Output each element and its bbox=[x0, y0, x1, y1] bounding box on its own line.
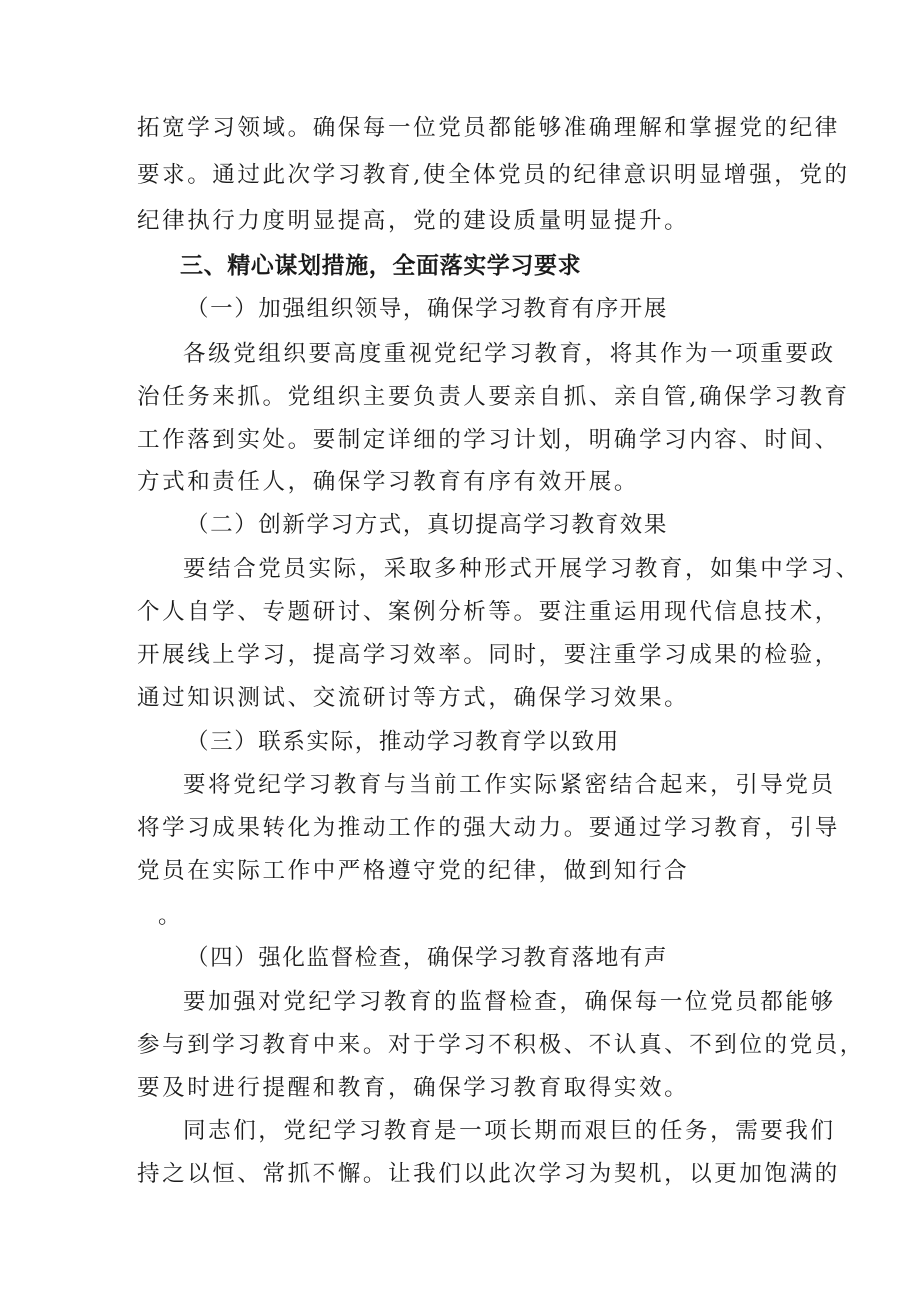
body-line: 方式和责任人，确保学习教育有序有效开展。 bbox=[137, 469, 640, 495]
body-line: 参与到学习教育中来。对于学习不积极、不认真、不到位的党员， bbox=[137, 1032, 865, 1058]
body-line: 同志们，党纪学习教育是一项长期而艰巨的任务，需要我们 bbox=[183, 1118, 836, 1144]
body-line: 将学习成果转化为推动工作的强大动力。要通过学习教育，引导 bbox=[137, 815, 840, 841]
body-line: 纪律执行力度明显提高，党的建设质量明显提升。 bbox=[137, 208, 690, 234]
body-line: 拓宽学习领域。确保每一位党员都能够准确理解和掌握党的纪律 bbox=[137, 115, 840, 141]
body-line: 各级党组织要高度重视党纪学习教育，将其作为一项重要政 bbox=[183, 341, 836, 367]
body-line: 要求。通过此次学习教育,使全体党员的纪律意识明显增强，党的 bbox=[137, 162, 850, 188]
body-line: 工作落到实处。要制定详细的学习计划，明确学习内容、时间、 bbox=[137, 427, 840, 453]
body-line: 要及时进行提醒和教育，确保学习教育取得实效。 bbox=[137, 1075, 690, 1101]
subsection-heading: （一）加强组织领导，确保学习教育有序开展 bbox=[186, 296, 669, 322]
body-line: 持之以恒、常抓不懈。让我们以此次学习为契机，以更加饱满的 bbox=[137, 1161, 840, 1187]
body-line: 通过知识测试、交流研讨等方式，确保学习效果。 bbox=[137, 685, 690, 711]
body-line: 开展线上学习，提高学习效率。同时，要注重学习成果的检验， bbox=[137, 642, 840, 668]
body-line: 要结合党员实际，采取多种形式开展学习教育，如集中学习、 bbox=[183, 556, 861, 582]
subsection-heading: （三）联系实际，推动学习教育学以致用 bbox=[186, 729, 620, 755]
body-line: 要将党纪学习教育与当前工作实际紧密结合起来，引导党员 bbox=[183, 772, 836, 798]
body-line: 。 bbox=[158, 903, 184, 929]
body-line: 党员在实际工作中严格遵守党的纪律，做到知行合 bbox=[137, 858, 690, 884]
section-heading: 三、精心谋划措施，全面落实学习要求 bbox=[180, 253, 582, 279]
body-line: 治任务来抓。党组织主要负责人要亲自抓、亲自管,确保学习教育 bbox=[137, 384, 850, 410]
body-line: 个人自学、专题研讨、案例分析等。要注重运用现代信息技术， bbox=[137, 599, 840, 625]
body-line: 要加强对党纪学习教育的监督检查，确保每一位党员都能够 bbox=[183, 989, 836, 1015]
subsection-heading: （四）强化监督检查，确保学习教育落地有声 bbox=[186, 945, 669, 971]
subsection-heading: （二）创新学习方式，真切提高学习教育效果 bbox=[186, 512, 669, 538]
